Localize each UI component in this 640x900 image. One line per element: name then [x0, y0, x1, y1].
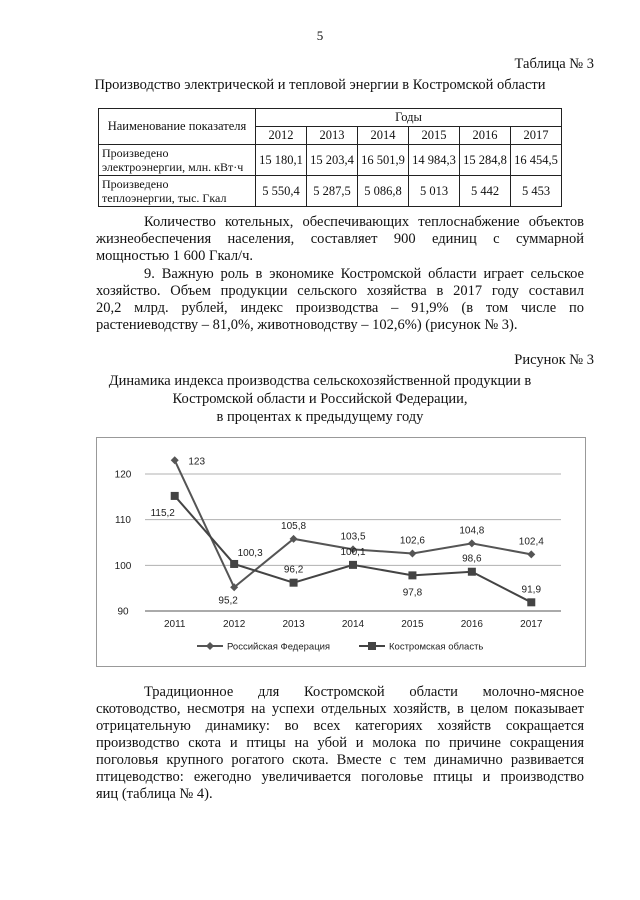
x-tick-label: 2012	[223, 619, 246, 630]
table-title: Производство электрической и тепловой энергии в Костромской области	[94, 77, 546, 93]
point-russia	[468, 539, 476, 547]
x-tick-label: 2015	[401, 619, 424, 630]
y-tick-label: 100	[114, 560, 132, 572]
data-label: 100,3	[237, 547, 263, 559]
text-line: скотоводство, несмотря на успехи отдельных хозяйств, в целом показывает	[96, 701, 584, 717]
point-kostroma	[349, 561, 357, 569]
point-russia	[527, 550, 535, 558]
data-label: 102,4	[518, 536, 544, 548]
year-header: 2017	[511, 127, 562, 145]
figure-title-line: Динамика индекса производства сельскохозяйственной продукции в	[108, 373, 532, 389]
figure-title-line: в процентах к предыдущему году	[216, 409, 424, 425]
x-tick-label: 2016	[460, 619, 483, 630]
table-cell: 5 013	[409, 176, 460, 207]
row-name-line: Произведено	[102, 146, 169, 160]
point-russia	[171, 456, 179, 464]
text-line: мощностью 1 600 Гкал/ч.	[96, 248, 254, 264]
table-cell: 5 453	[511, 176, 562, 207]
row-name-line: Произведено	[102, 177, 169, 191]
figure-label: Рисунок № 3	[514, 352, 594, 368]
header-name: Наименование показателя	[99, 109, 256, 145]
data-label: 115,2	[150, 507, 175, 519]
header-years: Годы	[256, 109, 562, 127]
table-cell: 15 203,4	[307, 145, 358, 176]
point-kostroma	[527, 598, 535, 606]
paragraph-livestock	[96, 684, 584, 803]
data-label: 102,6	[399, 535, 425, 547]
paragraph-boilers	[96, 214, 584, 265]
figure-title-line: Костромской области и Российской Федерации,	[172, 391, 468, 407]
year-header: 2015	[409, 127, 460, 145]
chart-frame	[96, 437, 586, 667]
data-label: 91,9	[521, 584, 542, 596]
data-label: 100,1	[340, 546, 366, 558]
text-line: хозяйство. Объем продукции сельского хозяйства в 2017 году составил	[96, 283, 584, 299]
point-russia	[408, 549, 416, 557]
text-line: Количество котельных, обеспечивающих теплоснабжение объектов	[144, 214, 584, 230]
year-header: 2012	[256, 127, 307, 145]
data-label: 123	[188, 456, 206, 468]
text-line: яиц (таблица № 4).	[96, 786, 213, 802]
table-cell: 5 442	[460, 176, 511, 207]
y-tick-label: 110	[115, 515, 131, 527]
table-cell: 15 180,1	[256, 145, 307, 176]
energy-table	[98, 108, 562, 207]
table-cell: 14 984,3	[409, 145, 460, 176]
point-kostroma	[171, 492, 179, 500]
figure-title	[0, 372, 640, 426]
text-line: птицеводство: ежегодно увеличивается поголовье птицы и производство	[96, 769, 584, 785]
data-label: 105,8	[281, 520, 307, 532]
year-header: 2016	[460, 127, 511, 145]
text-line: производство скота и птицы на убой и молока по причине сокращения	[96, 735, 584, 751]
table-cell: 5 550,4	[256, 176, 307, 207]
text-line: 9. Важную роль в экономике Костромской области играет сельское	[144, 266, 584, 282]
table-cell: 5 086,8	[358, 176, 409, 207]
point-kostroma	[468, 568, 476, 576]
paragraph-agriculture	[96, 266, 584, 334]
point-kostroma	[230, 560, 238, 568]
text-line: Традиционное для Костромской области молочно-мясное	[144, 684, 584, 700]
page-number: 5	[316, 28, 324, 43]
data-label: 103,5	[340, 531, 366, 543]
data-label: 97,8	[402, 587, 423, 599]
legend-label: Российская Федерация	[227, 641, 331, 653]
year-header: 2014	[358, 127, 409, 145]
legend-marker-square	[368, 642, 376, 650]
line-chart	[97, 438, 585, 666]
year-header: 2013	[307, 127, 358, 145]
table-label: Таблица № 3	[514, 56, 594, 72]
x-tick-label: 2011	[163, 619, 186, 630]
row-name-line: электроэнергии, млн. кВт·ч	[102, 160, 244, 174]
point-kostroma	[408, 571, 416, 579]
table-row	[99, 145, 562, 176]
point-kostroma	[290, 579, 298, 587]
table-cell: 5 287,5	[307, 176, 358, 207]
text-line: отрицательную динамику: во всех категориях хозяйств сокращается	[96, 718, 584, 734]
x-tick-label: 2014	[341, 619, 365, 630]
table-cell: 16 454,5	[511, 145, 562, 176]
text-line: жизнеобеспечения населения, составляет 900 единиц с суммарной	[96, 231, 584, 247]
row-name-line: теплоэнергии, тыс. Гкал	[102, 191, 227, 205]
data-label: 96,2	[283, 564, 304, 576]
y-tick-label: 120	[114, 469, 132, 481]
data-label: 104,8	[459, 525, 485, 537]
data-label: 95,2	[218, 595, 238, 607]
table-cell: 16 501,9	[358, 145, 409, 176]
x-tick-label: 2013	[282, 619, 305, 630]
table-cell: 15 284,8	[460, 145, 511, 176]
text-line: растениеводству – 81,0%, животноводству – 102,6%) (рисунок № 3).	[96, 317, 518, 333]
data-label: 98,6	[462, 553, 482, 565]
x-tick-label: 2017	[520, 619, 543, 630]
y-tick-label: 90	[117, 606, 129, 618]
row-name	[99, 176, 256, 207]
table-row	[99, 176, 562, 207]
text-line: 20,2 млрд. рублей, индекс производства – 91,9% (в том числе по	[96, 300, 584, 316]
legend-marker-diamond	[206, 642, 214, 650]
text-line: поголовья крупного рогатого скота. Вместе с тем динамично развивается	[96, 752, 584, 768]
row-name	[99, 145, 256, 176]
legend-label: Костромская область	[389, 641, 484, 653]
